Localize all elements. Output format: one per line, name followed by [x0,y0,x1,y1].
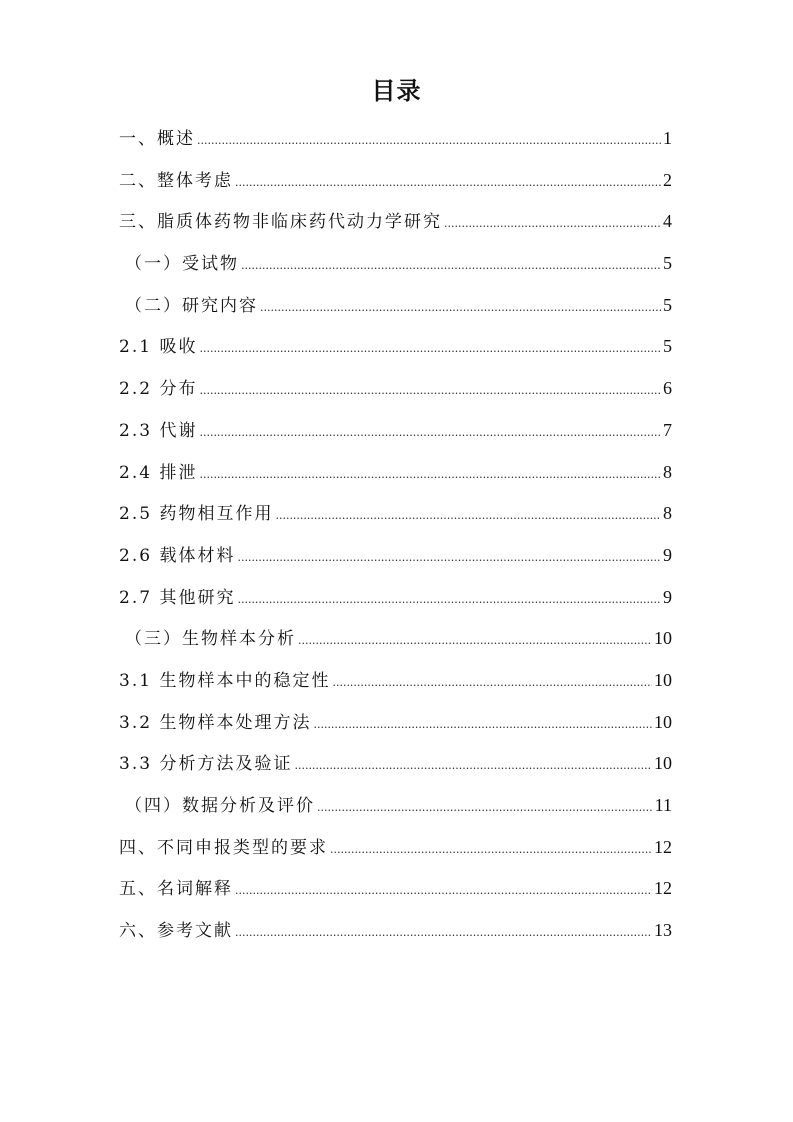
toc-entry-page-number: 5 [663,336,672,357]
toc-entry-page-number: 8 [663,503,672,524]
toc-entry-page-number: 11 [654,795,672,815]
toc-entry-label: 3.3 分析方法及验证 [119,754,293,775]
toc-entry-label: 2.5 药物相互作用 [119,504,274,525]
toc-entry[interactable] [119,910,672,952]
toc-leader-dots [235,162,661,204]
toc-entry-label: 一、概述 [119,129,195,149]
toc-entry-label: 四、不同申报类型的要求 [119,837,328,858]
toc-entry-page-number: 4 [663,211,672,232]
toc-leader-dots [330,829,652,871]
toc-entry[interactable] [119,660,672,702]
toc-entry-page-number: 9 [663,586,672,607]
toc-leader-dots [332,662,652,704]
toc-leader-dots [235,870,652,912]
toc-entry-page-number: 12 [654,836,672,857]
toc-leader-dots [235,912,652,954]
toc-entry[interactable] [119,410,672,452]
toc-entry-page-number: 7 [663,419,672,440]
toc-entry-page-number: 5 [663,253,672,274]
toc-entry-label: 2.1 吸收 [119,337,198,358]
toc-entry-page-number: 10 [654,669,672,690]
toc-entry-page-number: 8 [663,461,672,482]
toc-entry[interactable] [119,201,672,243]
toc-entry[interactable] [119,452,672,494]
toc-entry[interactable] [119,702,672,744]
table-of-contents [119,118,672,952]
toc-entry-label: 2.6 载体材料 [119,545,236,566]
toc-leader-dots [313,704,652,746]
toc-entry-page-number: 10 [654,711,672,732]
toc-entry[interactable] [119,368,672,410]
toc-entry[interactable] [119,868,672,910]
toc-entry-label: 2.7 其他研究 [119,587,236,608]
toc-entry-label: 三、脂质体药物非临床药代动力学研究 [119,212,442,233]
toc-entry-label: （一）受试物 [125,254,239,275]
toc-entry-page-number: 13 [654,920,672,941]
toc-entry-page-number: 6 [663,378,672,399]
toc-entry[interactable] [119,577,672,619]
toc-entry[interactable] [119,243,672,285]
toc-entry[interactable] [119,118,672,160]
toc-entry-page-number: 2 [663,169,672,190]
toc-leader-dots [444,203,661,245]
toc-entry-label: 2.4 排泄 [119,462,198,483]
toc-leader-dots [199,412,661,454]
toc-entry-label: 二、整体考虑 [119,170,233,191]
toc-leader-dots [199,370,661,412]
toc-leader-dots [237,579,661,621]
toc-entry-page-number: 1 [663,128,672,148]
toc-entry-label: 五、名词解释 [119,879,233,900]
toc-entry-page-number: 10 [654,753,672,774]
toc-entry[interactable] [119,618,672,660]
toc-entry-page-number: 5 [663,294,672,315]
toc-entry[interactable] [119,285,672,327]
toc-entry[interactable] [119,785,672,827]
toc-leader-dots [197,120,661,162]
toc-entry[interactable] [119,827,672,869]
toc-leader-dots [237,537,661,579]
toc-entry[interactable] [119,493,672,535]
page-title: 目录 [371,76,422,105]
toc-leader-dots [275,495,661,537]
toc-entry-page-number: 12 [654,878,672,899]
toc-leader-dots [241,245,661,287]
toc-leader-dots [294,745,652,787]
toc-leader-dots [317,787,653,829]
toc-entry[interactable] [119,743,672,785]
toc-entry-page-number: 9 [663,544,672,565]
toc-entry-page-number: 10 [654,628,672,649]
toc-leader-dots [199,328,661,370]
toc-entry[interactable] [119,535,672,577]
toc-entry-label: 3.2 生物样本处理方法 [119,712,312,733]
toc-entry[interactable] [119,160,672,202]
toc-leader-dots [298,620,652,662]
toc-entry-label: （四）数据分析及评价 [125,796,315,816]
toc-leader-dots [260,287,661,329]
toc-entry-label: 六、参考文献 [119,921,233,942]
toc-entry-label: （二）研究内容 [125,295,258,316]
toc-entry-label: 2.2 分布 [119,379,198,400]
toc-entry[interactable] [119,326,672,368]
toc-entry-label: 3.1 生物样本中的稳定性 [119,670,331,691]
toc-entry-label: （三）生物样本分析 [125,629,296,650]
toc-leader-dots [199,454,661,496]
toc-entry-label: 2.3 代谢 [119,420,198,441]
